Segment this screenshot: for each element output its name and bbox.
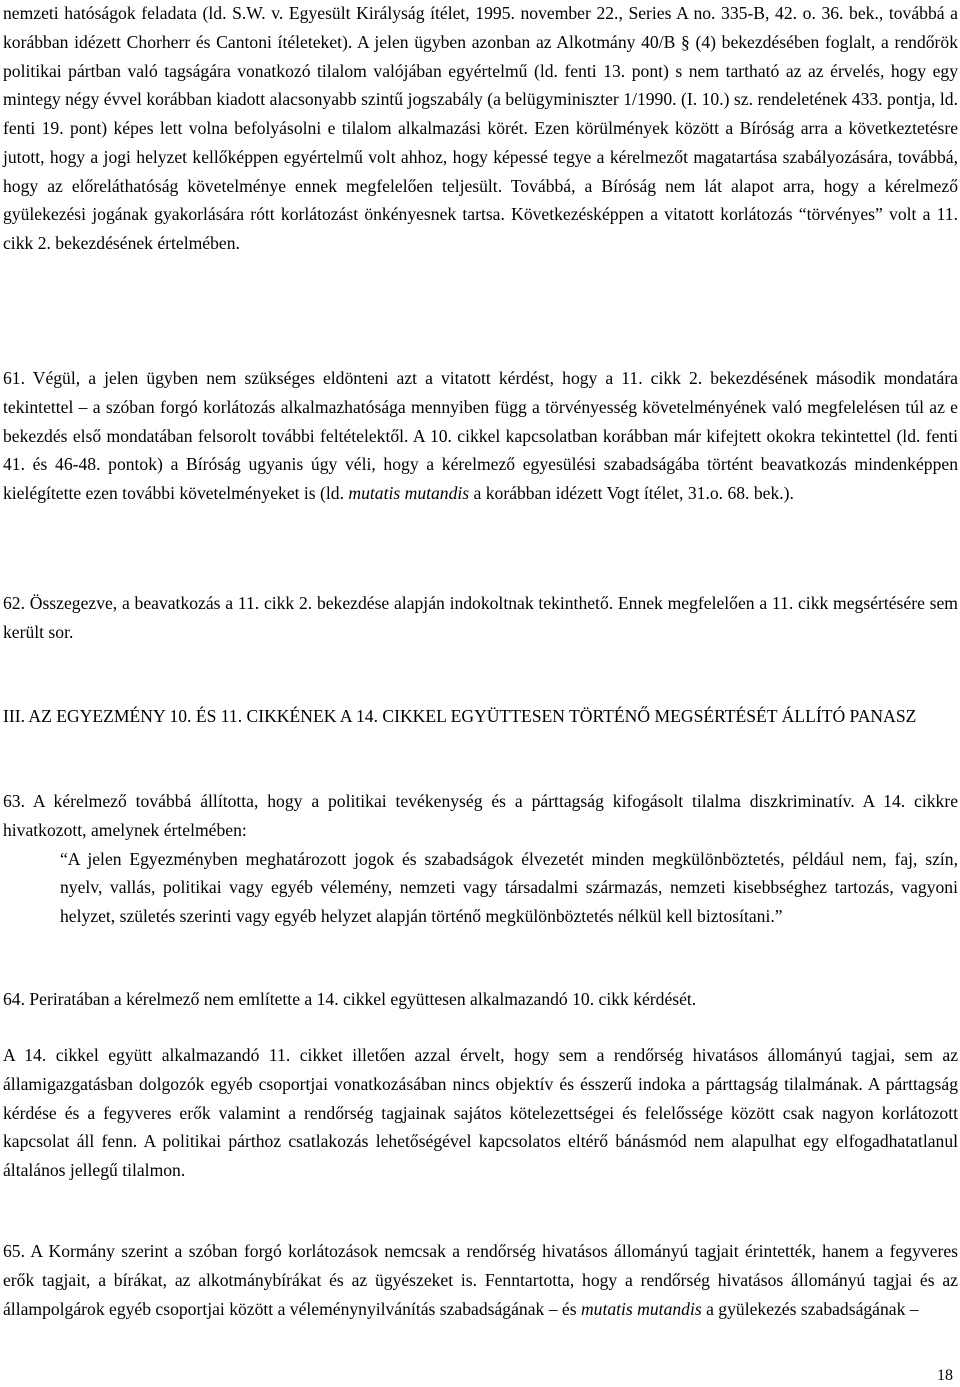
paragraph-62	[3, 589, 958, 647]
paragraph-continuation	[3, 0, 958, 258]
paragraph-text: a gyülekezés szabadságának –	[701, 1298, 919, 1319]
section-heading	[3, 702, 958, 731]
paragraph-text: a korábban idézett Vogt ítélet, 31.o. 68. bek.).	[469, 483, 794, 503]
paragraph-64-continued	[3, 1041, 958, 1185]
paragraph-63	[3, 787, 958, 931]
paragraph-65	[3, 1237, 958, 1323]
paragraph-text: A 14. cikkel együtt alkalmazandó 11. cikket illetően azzal érvelt, hogy sem a rendőrség hivatásos állományú tagjai, sem az államigazgatásban dolgozók egyéb csoportjai vonatkozásában nincs objektív és ésszerű indoka a párttagság tilalmának. A párttagság kérdése és a fegyveres erők valamint a rendőrség tagjainak sajátos kötelezettségei és felelőssége között csak nagyon korlátozott kapcsolat áll fenn. A politikai párthoz csatlakozás lehetőségével kapcsolatos eltérő bánásmód nem alapulhat egy elfogadhatatlanul általános jellegű tilalmon.	[3, 1045, 958, 1180]
paragraph-61	[3, 364, 958, 508]
paragraph-text: 62. Összegezve, a beavatkozás a 11. cikk 2. bekezdése alapján indokoltnak tekinthető. Ennek megfelelően a 11. cikk megsértésére sem került sor.	[3, 593, 958, 642]
paragraph-text: 65. A Kormány szerint a szóban forgó korlátozások nemcsak a rendőrség hivatásos állományú tagjait érintették, hanem a fegyveres erők tagjait, a bírákat, az alkotmánybírákat és az ügyészeket is. Fenntartotta, hogy a rendőrség hivatásos állományú tagjai és az állampolgárok egyéb csoportjai között a véleménynyilvánítás szabadságának – és	[3, 1241, 958, 1319]
paragraph-text: nemzeti hatóságok feladata (ld. S.W. v. Egyesült Királyság ítélet, 1995. november 22., Series A no. 335-B, 42. o. 36. bek., továbbá a korábban idézett Chorherr és Cantoni ítéleteket). A jelen ügyben azonban az Alkotmány 40/B § (4) bekezdésében foglalt, a rendőrök politikai pártban való tagságára vonatkozó tilalom valójában egyértelmű (ld. fenti 13. pont) s nem tartható az az érvelés, hogy egy mintegy négy évvel korábban kiadott alacsonyabb szintű jogszabály (a belügyminiszter 1/1990. (I. 10.) sz. rendeletének 433. pontja, ld. fenti 19. pont) képes lett volna befolyásolni e tilalom alkalmazási körét. Ezen körülmények között a Bíróság arra a következtetésre jutott, hogy a jogi helyzet kellőképpen egyértelmű volt ahhoz, hogy képessé tegye a kérelmezőt magatartása szabályozására, továbbá, hogy az előreláthatóság követelménye ennek megfelelően teljesült. Továbbá, a Bíróság nem lát alapot arra, hogy a kérelmező gyülekezési jogának gyakorlására rótt korlátozást önkényesnek tartsa. Következésképpen a vitatott korlátozás “törvényes” volt a 11. cikk 2. bekezdésének értelmében.	[3, 3, 958, 253]
italic-phrase: mutatis mutandis	[580, 1298, 702, 1319]
paragraph-63-intro	[3, 787, 958, 845]
paragraph-64	[3, 985, 958, 1014]
section-heading-text: III. AZ EGYEZMÉNY 10. ÉS 11. CIKKÉNEK A 14. CIKKEL EGYÜTTESEN TÖRTÉNŐ MEGSÉRTÉSÉT ÁLLÍTÓ PANASZ	[3, 706, 917, 726]
paragraph-text: 61. Végül, a jelen ügyben nem szükséges eldönteni azt a vitatott kérdést, hogy a 11. cikk 2. bekezdésének második mondatára tekintettel – a szóban forgó korlátozás alkalmazhatósága mennyiben függ a törvényesség követelményének való megfelelésen túl az e bekezdés első mondatában felsorolt további feltételektől. A 10. cikkel kapcsolatban korábban már kifejtett okokra tekintettel (ld. fenti 41. és 46-48. pontok) a Bíróság ugyanis úgy véli, hogy a kérelmező egyesülési szabadságába történt beavatkozás mindenképpen kielégítette ezen további követelményeket is (ld.	[3, 368, 958, 503]
paragraph-text: 63. A kérelmező továbbá állította, hogy a politikai tevékenység és a párttagság kifogásolt tilalma diszkriminatív. A 14. cikkre hivatkozott, amelynek értelmében:	[3, 791, 958, 840]
page-number: 18	[937, 1367, 953, 1384]
paragraph-text: 64. Periratában a kérelmező nem említette a 14. cikkel együttesen alkalmazandó 10. cikk kérdését.	[3, 989, 697, 1009]
block-quote	[3, 845, 958, 931]
quote-text: “A jelen Egyezményben meghatározott jogok és szabadságok élvezetét minden megkülönböztetés, például nem, faj, szín, nyelv, vallás, politikai vagy egyéb vélemény, nemzeti vagy társadalmi származás, nemzeti kisebbséghez tartozás, vagyoni helyzet, születés szerinti vagy egyéb helyzet alapján történő megkülönböztetés nélkül kell biztosítani.”	[60, 848, 958, 926]
italic-phrase: mutatis mutandis	[348, 483, 470, 503]
